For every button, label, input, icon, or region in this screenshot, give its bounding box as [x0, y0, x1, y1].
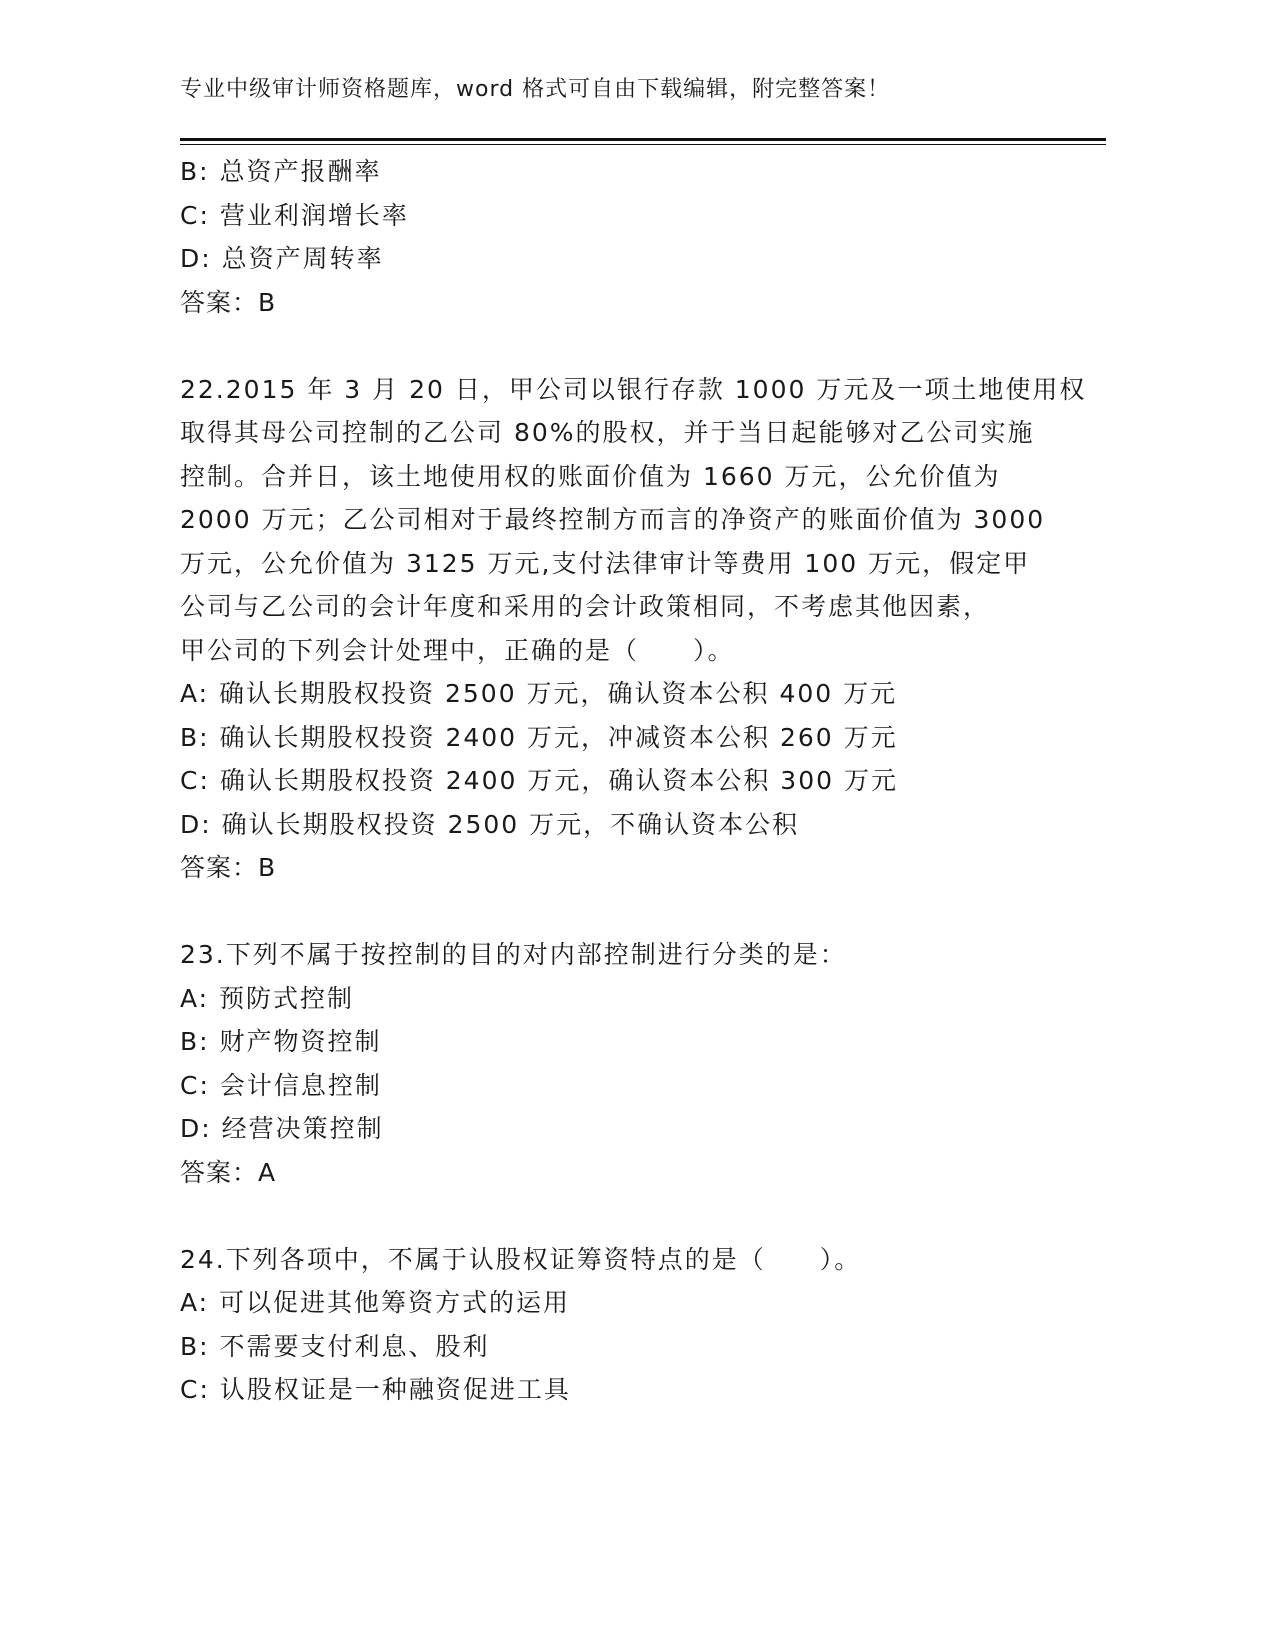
- page-header: 专业中级审计师资格题库，word 格式可自由下载编辑，附完整答案！: [180, 77, 891, 102]
- q22-stem: [180, 368, 1087, 673]
- q24-option-c: C: 认股权证是一种融资促进工具: [180, 1375, 571, 1404]
- q23-option-c: C: 会计信息控制: [180, 1070, 382, 1100]
- q23-option-b: B: 财产物资控制: [180, 1027, 382, 1056]
- q22-option-c: C: 确认长期股权投资 2400 万元，确认资本公积 300 万元: [180, 766, 898, 795]
- q22-stem-line: 万元，公允价值为 3125 万元,支付法律审计等费用 100 万元，假定甲: [180, 548, 1031, 578]
- q22-stem-line: 取得其母公司控制的乙公司 80%的股权，并于当日起能够对乙公司实施: [180, 418, 1035, 447]
- q21-option-b: B: 总资产报酬率: [180, 157, 382, 186]
- q23-option-d: D: 经营决策控制: [180, 1114, 384, 1143]
- spacer: [180, 324, 1080, 368]
- q21-answer: 答案：B: [180, 287, 277, 317]
- q22-answer: 答案：B: [180, 853, 277, 882]
- q22-option-a: A: 确认长期股权投资 2500 万元，确认资本公积 400 万元: [180, 679, 898, 708]
- header-rule-thin: [180, 144, 1106, 145]
- question-content: [180, 150, 1087, 1412]
- q24-option-b: B: 不需要支付利息、股利: [180, 1331, 490, 1361]
- header-rule-thick: [180, 138, 1106, 141]
- spacer: [180, 890, 1080, 934]
- q21-option-c: C: 营业利润增长率: [180, 200, 409, 230]
- q24-stem: 24.下列各项中，不属于认股权证筹资特点的是（ ）。: [180, 1244, 862, 1274]
- q22-stem-line: 2000 万元；乙公司相对于最终控制方而言的净资产的账面价值为 3000: [180, 505, 1046, 534]
- q22-option-b: B: 确认长期股权投资 2400 万元，冲减资本公积 260 万元: [180, 722, 898, 752]
- q22-option-d: D: 确认长期股权投资 2500 万元，不确认资本公积: [180, 809, 800, 839]
- q23-answer: 答案：A: [180, 1157, 277, 1187]
- q22-stem-line: 甲公司的下列会计处理中，正确的是（ ）。: [180, 635, 735, 665]
- q22-stem-line: 控制。合并日，该土地使用权的账面价值为 1660 万元，公允价值为: [180, 461, 1001, 491]
- q24-option-a: A: 可以促进其他筹资方式的运用: [180, 1288, 571, 1317]
- q22-stem-line: 公司与乙公司的会计年度和采用的会计政策相同，不考虑其他因素，: [180, 592, 991, 621]
- spacer: [180, 1194, 1080, 1238]
- q21-option-d: D: 总资产周转率: [180, 244, 384, 273]
- q23-stem: 23.下列不属于按控制的目的对内部控制进行分类的是：: [180, 940, 847, 969]
- q23-option-a: A: 预防式控制: [180, 983, 355, 1013]
- q22-stem-line: 22.2015 年 3 月 20 日，甲公司以银行存款 1000 万元及一项土地使用权: [180, 374, 1087, 404]
